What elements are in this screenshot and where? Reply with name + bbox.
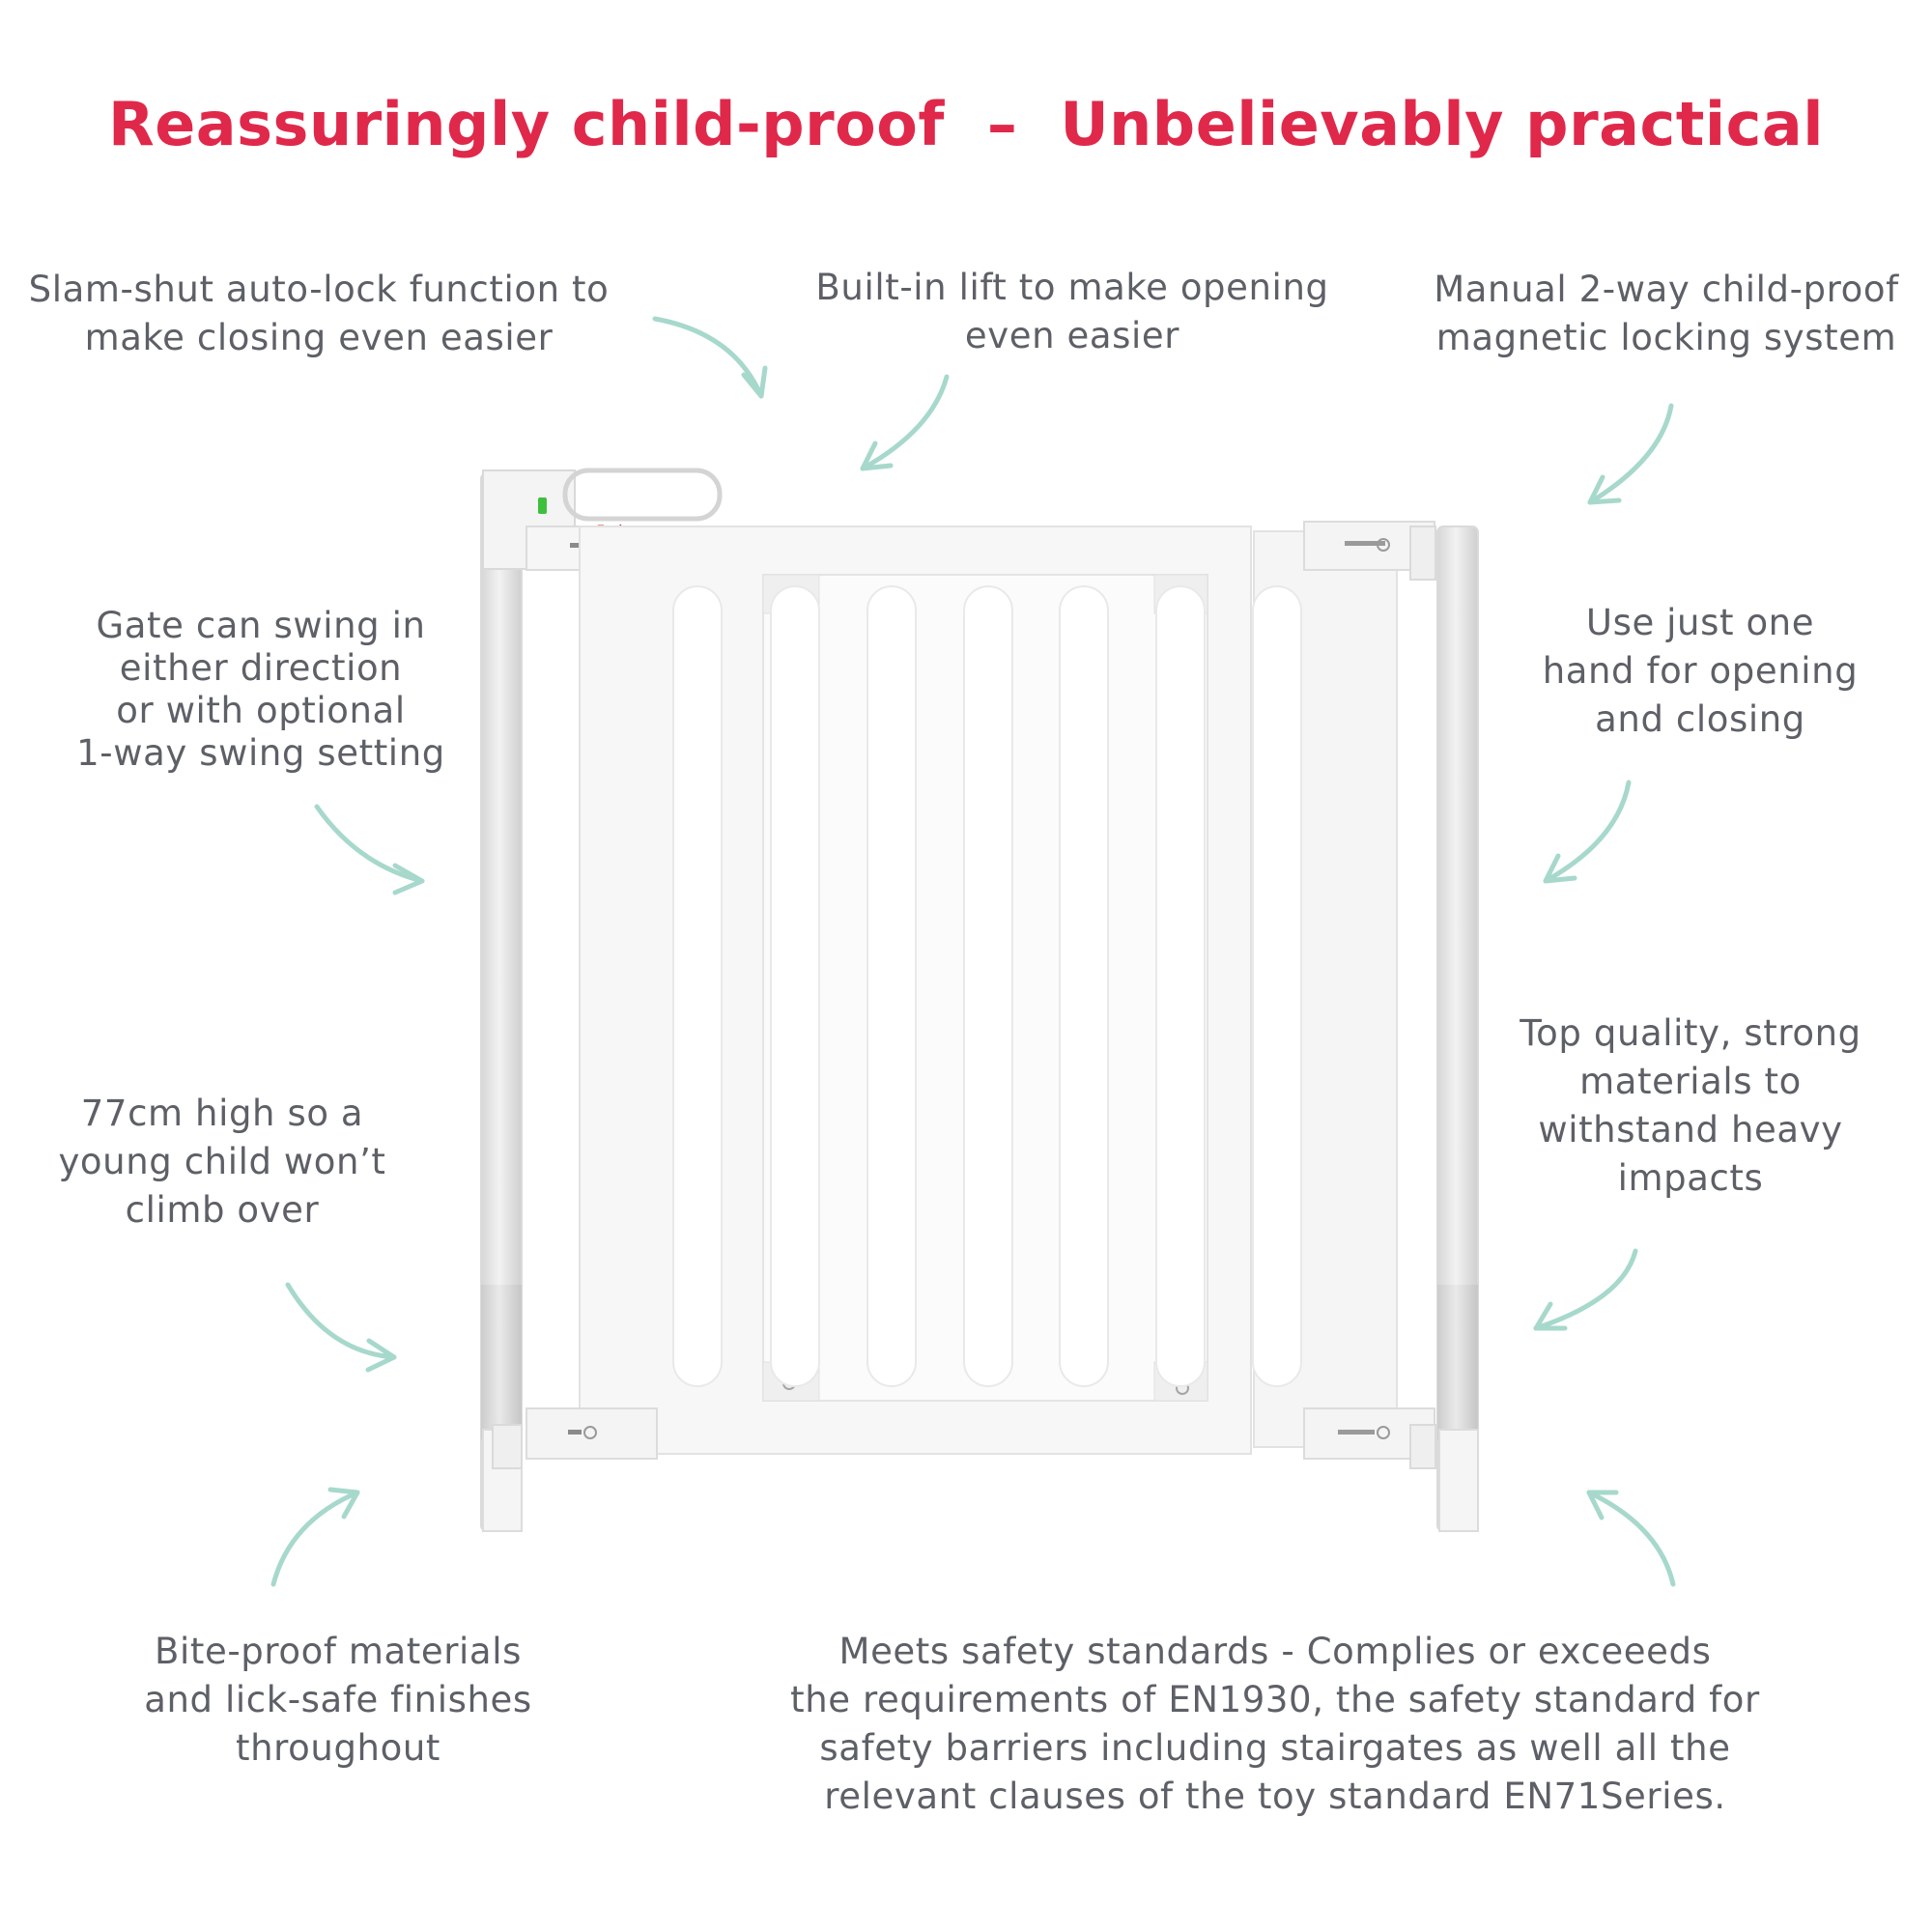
callout-line: relevant clauses of the toy standard EN71Series. bbox=[824, 1776, 1726, 1817]
callout-line: Bite-proof materials bbox=[155, 1631, 522, 1672]
arrow-one-hand-icon bbox=[1546, 782, 1629, 881]
callout-one-hand bbox=[1488, 599, 1913, 744]
callout-line: and lick-safe finishes bbox=[144, 1679, 532, 1720]
callout-line: climb over bbox=[125, 1189, 320, 1231]
lock-indicator-icon bbox=[538, 497, 547, 514]
callout-line: the requirements of EN1930, the safety standard for bbox=[790, 1679, 1760, 1720]
callout-bite-proof bbox=[111, 1628, 565, 1773]
headline-right: Unbelievably practical bbox=[1060, 89, 1824, 159]
arrow-bite-proof-icon bbox=[273, 1490, 357, 1584]
callout-line: Manual 2-way child-proof bbox=[1434, 269, 1899, 310]
callout-line: materials to bbox=[1579, 1061, 1802, 1102]
callout-line: or with optional bbox=[116, 690, 406, 731]
callout-line: 1-way swing setting bbox=[76, 732, 445, 774]
callout-line: make closing even easier bbox=[84, 317, 554, 358]
callout-height bbox=[29, 1090, 415, 1235]
stair-gate bbox=[481, 470, 1478, 1531]
arrow-height-icon bbox=[288, 1285, 394, 1370]
callout-line: hand for opening bbox=[1542, 650, 1859, 692]
arrow-lock-icon bbox=[1590, 406, 1671, 502]
callout-line: Built-in lift to make opening bbox=[815, 267, 1329, 308]
callout-line: Slam-shut auto-lock function to bbox=[28, 269, 610, 310]
arrow-slam-shut-icon bbox=[655, 319, 765, 396]
callout-magnetic-lock bbox=[1401, 266, 1932, 362]
arrow-standards-icon bbox=[1589, 1492, 1673, 1584]
callout-line: throughout bbox=[236, 1727, 440, 1769]
callout-line: Use just one bbox=[1585, 602, 1815, 643]
left-post bbox=[481, 473, 522, 1531]
callout-line: withstand heavy bbox=[1538, 1109, 1843, 1151]
right-post bbox=[1437, 526, 1478, 1531]
callout-line: young child won’t bbox=[58, 1141, 386, 1182]
callout-materials bbox=[1478, 1009, 1903, 1203]
callout-line: Gate can swing in bbox=[96, 605, 426, 646]
callout-line: impacts bbox=[1617, 1157, 1764, 1199]
callout-line: magnetic locking system bbox=[1435, 317, 1897, 358]
callout-line: even easier bbox=[964, 315, 1180, 356]
arrow-materials-icon bbox=[1536, 1251, 1635, 1328]
callout-built-in-lift bbox=[773, 264, 1372, 360]
callout-line: Top quality, strong bbox=[1520, 1012, 1861, 1054]
callout-line: safety barriers including stairgates as well all the bbox=[819, 1727, 1731, 1769]
callout-swing bbox=[58, 605, 464, 775]
callout-line: either direction bbox=[119, 647, 403, 689]
arrow-lift-icon bbox=[863, 377, 947, 469]
arrow-swing-icon bbox=[317, 807, 422, 893]
callout-line: Meets safety standards - Complies or exceeeds bbox=[838, 1631, 1712, 1672]
callout-line: 77cm high so a bbox=[80, 1093, 364, 1134]
callout-slam-shut bbox=[10, 266, 628, 362]
headline-left: Reassuringly child-proof bbox=[108, 89, 945, 159]
callout-standards bbox=[753, 1628, 1797, 1821]
headline-separator: – bbox=[986, 89, 1018, 159]
callout-line: and closing bbox=[1595, 698, 1805, 740]
